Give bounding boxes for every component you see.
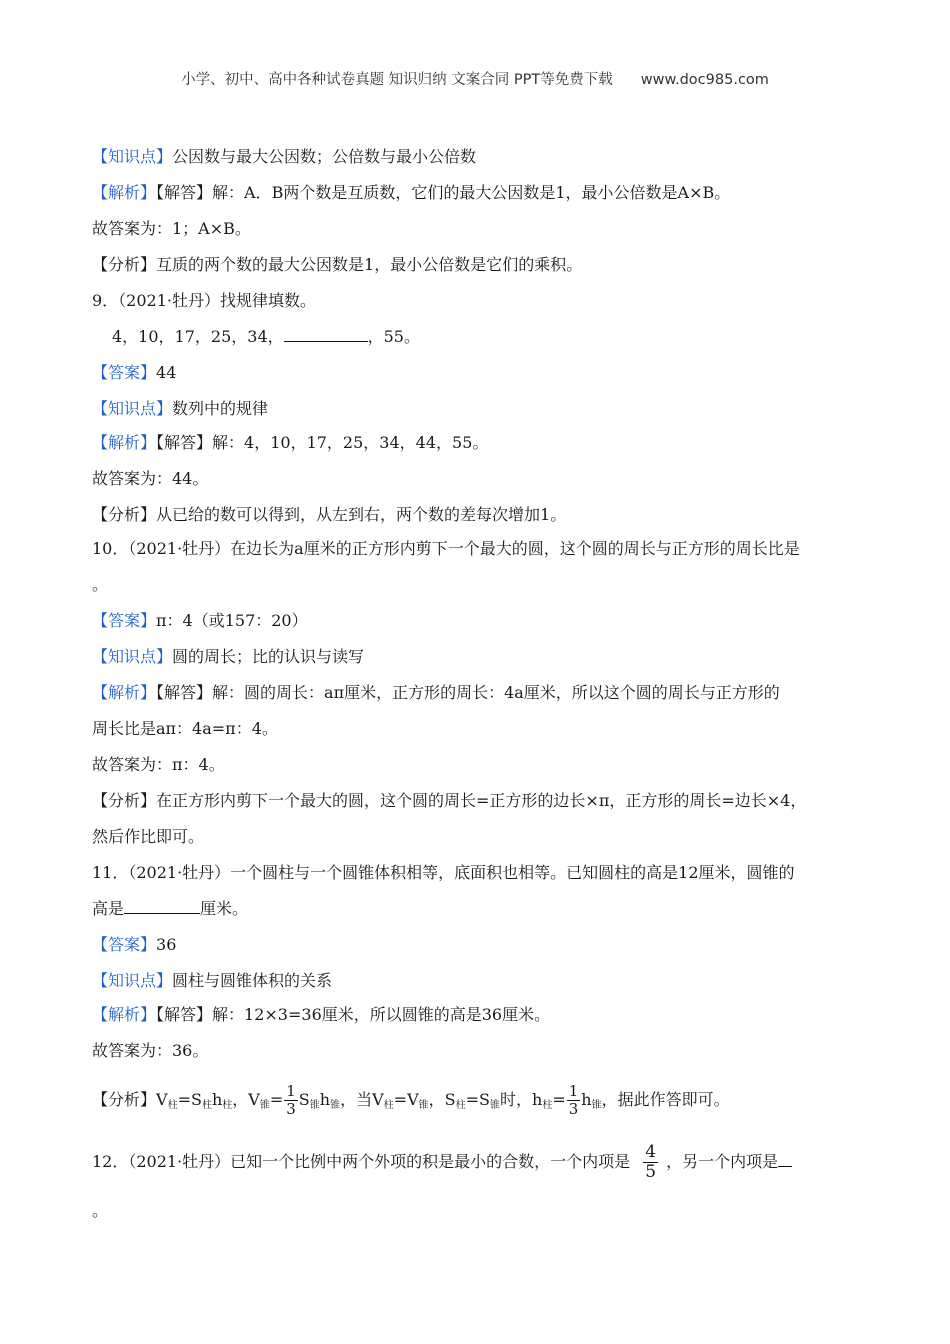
q9-analysis: 【解析】【解答】解：4，10，17，25，34，44，55。 — [92, 433, 489, 452]
q11-blank — [124, 899, 200, 914]
q10-analysis: 【解析】【解答】解：圆的周长：aπ厘米，正方形的周长：4a厘米，所以这个圆的周长与正方形的 — [92, 683, 780, 702]
q10-knowledge-point: 【知识点】圆的周长；比的认识与读写 — [92, 647, 365, 666]
q9-sequence: 4，10，17，25，34， ，55。 — [112, 327, 420, 346]
fraction-four-fifths: $\frac{4}{5}$ — [645, 1142, 657, 1182]
analysis-tag: 【解析】 — [92, 183, 157, 202]
q10-stem: 10．（2021·牡丹）在边长为a厘米的正方形内剪下一个最大的圆，这个圆的周长与正方形的周长比是 — [92, 539, 800, 558]
q9-blank — [284, 327, 368, 342]
knowledge-point-tag: 【知识点】 — [92, 147, 173, 166]
q11-answer: 【答案】36 — [92, 935, 177, 954]
q11-knowledge-point: 【知识点】圆柱与圆锥体积的关系 — [92, 971, 333, 990]
q11-stem: 11．（2021·牡丹）一个圆柱与一个圆锥体积相等，底面积也相等。已知圆柱的高是12厘米，圆锥的 — [92, 863, 795, 882]
q9-stem: 9．（2021·牡丹）找规律填数。 — [92, 291, 316, 310]
page-header — [0, 68, 950, 89]
q10-reasoning-cont: 然后作比即可。 — [92, 827, 205, 846]
q9-answer: 【答案】44 — [92, 363, 177, 382]
q11-analysis: 【解析】【解答】解：12×3=36厘米，所以圆锥的高是36厘米。 — [92, 1005, 551, 1024]
fraction-one-third: $\frac{1}{3}$ — [286, 1082, 296, 1118]
header-site-link[interactable]: www.doc985.com — [640, 72, 769, 88]
q8-knowledge-point: 【知识点】公因数与最大公因数；公倍数与最小公倍数 — [92, 147, 477, 166]
q9-reasoning: 【分析】从已给的数可以得到，从左到右，两个数的差每次增加1。 — [92, 505, 567, 524]
solution-tag: 【解答】 — [156, 183, 213, 202]
q12-blank — [778, 1152, 792, 1167]
reasoning-tag: 【分析】 — [92, 255, 157, 274]
q12-stem: 12．（2021·牡丹）已知一个比例中两个外项的积是最小的合数，一个内项是 $\frac{4}{5}$ ，另一个内项是 — [92, 1142, 792, 1182]
header-text: 小学、初中、高中各种试卷真题 知识归纳 文案合同 PPT等免费下载 — [181, 72, 613, 88]
q8-answer-summary: 故答案为：1；A×B。 — [92, 219, 251, 238]
q10-reasoning: 【分析】在正方形内剪下一个最大的圆，这个圆的周长=正方形的边长×π，正方形的周长=边长×4， — [92, 791, 807, 810]
q12-stem-end: 。 — [92, 1201, 109, 1220]
q11-stem-cont: 高是 厘米。 — [92, 899, 249, 918]
q11-reasoning-formula: 【分析】V柱=S柱h柱，V锥= $\frac{1}{3}$ S锥h锥，当V柱=V锥，S柱=S锥时，h柱= $\frac{1}{3}$ h锥，据此作答即可。 — [92, 1082, 730, 1118]
q10-answer: 【答案】π：4（或157：20） — [92, 611, 308, 630]
fraction-one-third: $\frac{1}{3}$ — [568, 1082, 579, 1118]
q9-knowledge-point: 【知识点】数列中的规律 — [92, 399, 269, 418]
q9-answer-summary: 故答案为：44。 — [92, 469, 209, 488]
q11-answer-summary: 故答案为：36。 — [92, 1041, 209, 1060]
answer-tag: 【答案】 — [92, 363, 157, 382]
q10-answer-summary: 故答案为：π：4。 — [92, 755, 225, 774]
q8-analysis: 【解析】【解答】解：A．B两个数是互质数，它们的最大公因数是1，最小公倍数是A×B。 — [92, 183, 731, 202]
q10-analysis-cont: 周长比是aπ：4a=π：4。 — [92, 719, 278, 738]
q8-reasoning: 【分析】互质的两个数的最大公因数是1，最小公倍数是它们的乘积。 — [92, 255, 583, 274]
q10-stem-end: 。 — [92, 575, 109, 594]
